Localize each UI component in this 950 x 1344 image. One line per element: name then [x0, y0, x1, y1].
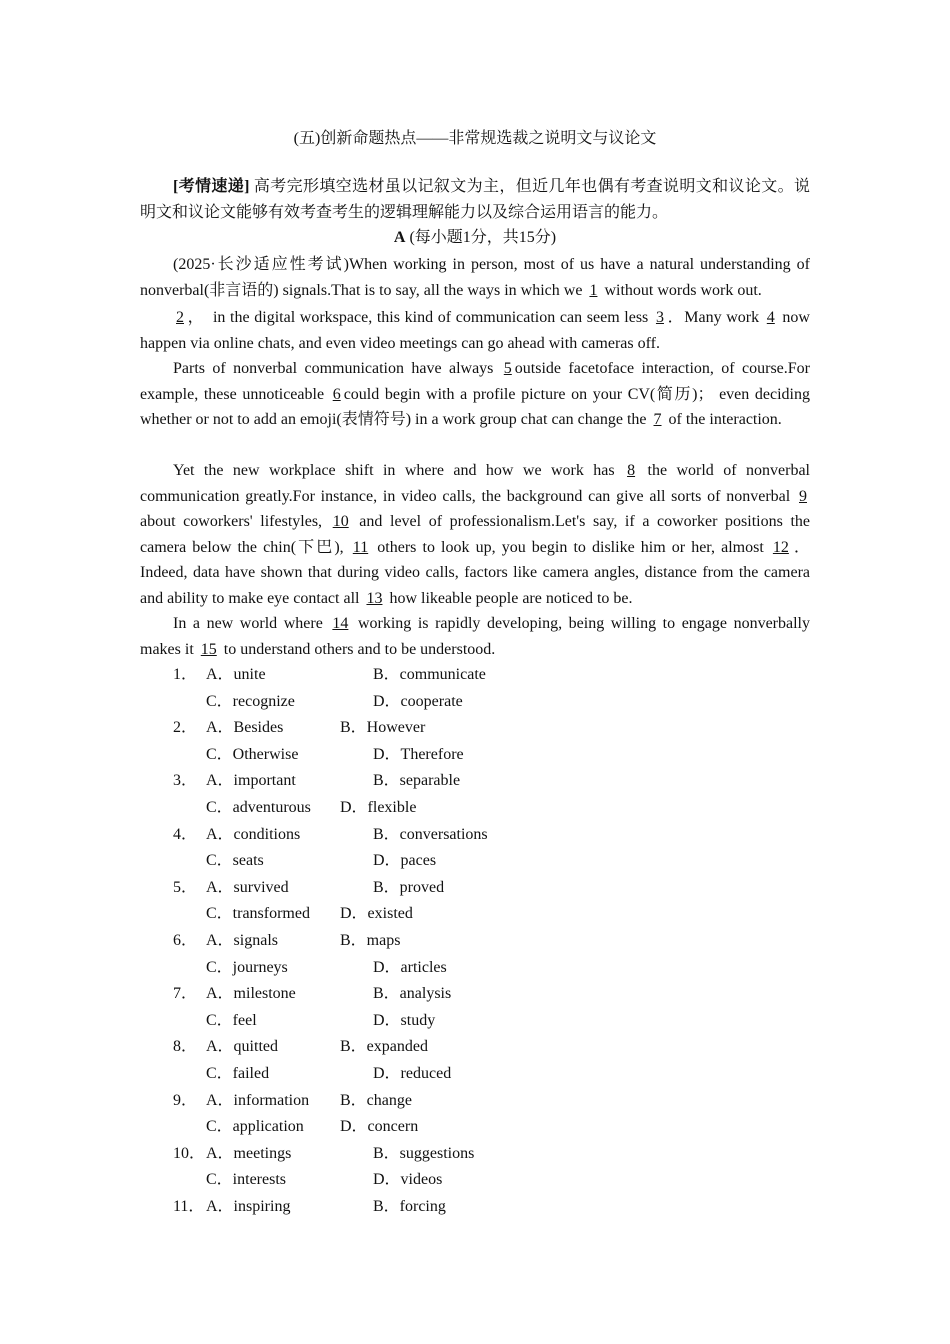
question-9-row-2 [173, 1114, 793, 1140]
text-run: Parts of nonverbal communication have always [173, 360, 501, 377]
option-b[interactable]: B．conversations [373, 825, 488, 843]
option-c[interactable]: C．failed [206, 1065, 270, 1082]
blank-1: 1 [589, 281, 598, 299]
passage-paragraph-4 [140, 458, 810, 611]
option-c[interactable]: C．application [206, 1118, 304, 1136]
blank-15: 15 [200, 640, 217, 658]
question-7-row-2 [173, 1008, 793, 1034]
blank-10: 10 [332, 513, 349, 530]
text-run: without words work out. [600, 281, 762, 299]
blank-4: 4 [766, 309, 775, 326]
option-b[interactable]: B．expanded [340, 1038, 428, 1056]
question-number: 3． [173, 772, 198, 790]
question-8-row-2 [173, 1061, 793, 1087]
text-run: ．Indeed, data have shown that during video calls, factors like camera angles, distance from the camera and ability to make eye contact all [140, 538, 810, 607]
option-a[interactable]: A．milestone [206, 985, 296, 1003]
option-b[interactable]: B．communicate [373, 666, 486, 683]
question-number: 2． [173, 719, 198, 737]
question-4-row-2 [173, 848, 793, 874]
text-run: working is rapidly developing, being willing to engage nonverbally makes it [140, 615, 811, 658]
blank-2: 2 [176, 309, 184, 326]
question-10-row-1 [173, 1141, 793, 1167]
passage-paragraph-1 [140, 252, 810, 303]
option-a[interactable]: A．unite [206, 666, 266, 683]
text-run: about coworkers' lifestyles, [140, 513, 330, 530]
text-run: could begin with a profile picture on your CV(简历)； even deciding whether or not to add an emoji(表情符号) in a work group chat can change the [140, 385, 810, 428]
option-b[interactable]: B．suggestions [373, 1144, 475, 1162]
section-note: (每小题1分，共15分) [409, 229, 557, 246]
option-d[interactable]: D．reduced [373, 1065, 452, 1082]
text-run: to understand others and to be understood. [219, 640, 496, 658]
option-d[interactable]: D．study [373, 1011, 436, 1029]
blank-6: 6 [332, 385, 341, 403]
text-run: In a new world where [173, 615, 330, 632]
intro-text: 高考完形填空选材虽以记叙文为主，但近几年也偶有考查说明文和议论文。说明文和议论文能够有效考查考生的逻辑理解能力以及综合运用语言的能力。 [140, 178, 810, 221]
option-c[interactable]: C．recognize [206, 692, 295, 710]
blank-5: 5 [503, 360, 512, 377]
option-d[interactable]: D．articles [373, 958, 447, 976]
option-c[interactable]: C．feel [206, 1011, 257, 1029]
blank-14: 14 [332, 615, 349, 632]
text-run: others to look up, you begin to dislike him or her, almost [371, 538, 770, 556]
option-a[interactable]: A．conditions [206, 825, 301, 843]
option-d[interactable]: D．existed [340, 905, 413, 923]
option-a[interactable]: A．inspiring [206, 1198, 291, 1215]
question-number: 1． [173, 666, 198, 683]
passage-source: (2025·长沙适应性考试) [173, 256, 349, 273]
passage-paragraph-2 [140, 305, 810, 356]
question-11-row-1 [173, 1194, 793, 1220]
question-3-row-2 [173, 795, 793, 821]
text-run: ．Many work [666, 309, 764, 326]
question-number: 5． [173, 878, 198, 896]
section-letter: A [393, 229, 406, 246]
question-number: 6． [173, 932, 198, 949]
option-b[interactable]: B．proved [373, 878, 445, 896]
option-d[interactable]: D．flexible [340, 799, 417, 816]
question-1-row-2 [173, 689, 793, 715]
question-number: 7． [173, 985, 198, 1003]
option-c[interactable]: C．transformed [206, 905, 310, 923]
text-run: now happen via online chats, and even video meetings can go ahead with cameras off. [140, 309, 810, 352]
page-title: (五)创新命题热点——非常规选裁之说明文与议论文 [293, 130, 657, 147]
section-heading [140, 225, 810, 251]
option-b[interactable]: B．change [340, 1091, 412, 1109]
blank-12: 12 [772, 538, 789, 556]
question-number: 4． [173, 825, 198, 843]
blank-9: 9 [799, 487, 807, 505]
question-5-row-2 [173, 901, 793, 927]
question-2-row-2 [173, 742, 793, 768]
intro-label: [考情速递] [173, 178, 250, 195]
option-b[interactable]: B．maps [340, 932, 401, 949]
passage-paragraph-5 [140, 611, 810, 662]
intro-paragraph [140, 174, 810, 225]
blank-13: 13 [366, 589, 383, 607]
text-run: Yet the new workplace shift in where and how we work has [173, 462, 625, 479]
question-number: 10． [173, 1144, 206, 1162]
question-4-row-1 [173, 822, 793, 848]
question-6-row-1 [173, 928, 793, 954]
option-a[interactable]: A．information [206, 1091, 310, 1109]
question-2-row-1 [173, 715, 793, 741]
option-c[interactable]: C．adventurous [206, 799, 311, 816]
option-a[interactable]: A．quitted [206, 1038, 278, 1056]
blank-11: 11 [352, 538, 369, 556]
option-a[interactable]: A．meetings [206, 1144, 292, 1162]
question-10-row-2 [173, 1167, 793, 1193]
text-run: how likeable people are noticed to be. [385, 589, 633, 607]
option-d[interactable]: D．Therefore [373, 745, 464, 763]
question-number: 11． [173, 1198, 205, 1215]
question-number: 9． [173, 1091, 198, 1109]
text-run: When working in person, most of us have a natural understanding of nonverbal(非言语的) signals.That is to say, all the ways in which we [140, 256, 810, 299]
option-d[interactable]: D．videos [373, 1171, 443, 1189]
option-c[interactable]: C．Otherwise [206, 745, 299, 763]
option-a[interactable]: A．Besides [206, 719, 284, 737]
text-run: of the interaction. [664, 411, 782, 428]
text-run: and level of professionalism.Let's say, if a coworker positions the camera below the chin(下巴), [140, 513, 811, 556]
blank-7: 7 [653, 411, 662, 428]
option-b[interactable]: B．separable [373, 772, 461, 790]
question-1-row-1 [173, 662, 793, 688]
option-d[interactable]: D．cooperate [373, 692, 463, 710]
option-d[interactable]: D．concern [340, 1118, 419, 1136]
question-9-row-1 [173, 1088, 793, 1114]
option-a[interactable]: A．survived [206, 878, 289, 896]
passage-paragraph-3 [140, 356, 810, 433]
option-c[interactable]: C．seats [206, 852, 264, 870]
option-b[interactable]: B．However [340, 719, 426, 737]
option-c[interactable]: C．journeys [206, 958, 288, 976]
question-8-row-1 [173, 1034, 793, 1060]
option-a[interactable]: A．important [206, 772, 296, 790]
option-d[interactable]: D．paces [373, 852, 437, 870]
blank-8: 8 [627, 462, 636, 479]
option-a[interactable]: A．signals [206, 932, 279, 949]
option-b[interactable]: B．analysis [373, 985, 452, 1003]
option-c[interactable]: C．interests [206, 1171, 286, 1189]
blank-3: 3 [655, 309, 664, 326]
question-7-row-1 [173, 981, 793, 1007]
question-5-row-1 [173, 875, 793, 901]
question-6-row-2 [173, 955, 793, 981]
option-b[interactable]: B．forcing [373, 1198, 446, 1215]
text-run: the world of nonverbal communication greatly.For instance, in video calls, the background can give all sorts of nonverbal [140, 462, 810, 505]
text-run: ， in the digital workspace, this kind of communication can seem less [187, 309, 653, 326]
question-number: 8． [173, 1038, 198, 1056]
question-3-row-1 [173, 768, 793, 794]
text-run: outside facetoface interaction, of course.For example, these unnoticeable [140, 360, 811, 403]
